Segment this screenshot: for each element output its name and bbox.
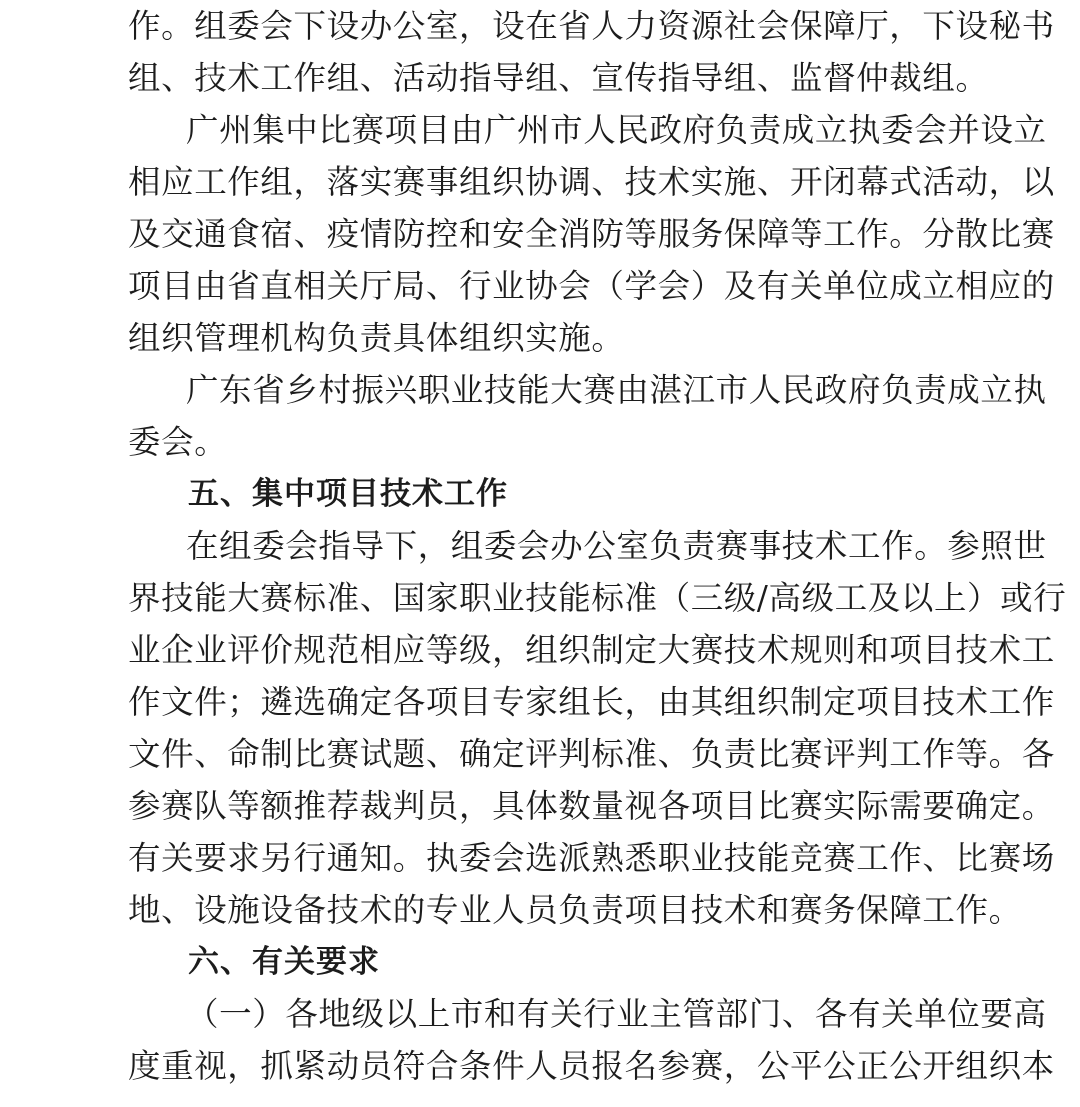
section-heading-five: 五、集中项目技术工作 bbox=[188, 476, 508, 512]
document-text-column bbox=[128, 0, 1067, 1092]
text-line: 界技能大赛标准、国家职业技能标准（三级/高级工及以上）或行 bbox=[128, 579, 1067, 617]
text-line: （一）各地级以上市和有关行业主管部门、各有关单位要高 bbox=[186, 995, 1047, 1033]
section-heading-six: 六、有关要求 bbox=[188, 944, 380, 980]
text-line: 地、设施设备技术的专业人员负责项目技术和赛务保障工作。 bbox=[128, 891, 1022, 929]
text-line: 作。组委会下设办公室，设在省人力资源社会保障厅，下设秘书 bbox=[128, 7, 1055, 45]
text-line: 在组委会指导下，组委会办公室负责赛事技术工作。参照世 bbox=[186, 527, 1047, 565]
text-line: 组织管理机构负责具体组织实施。 bbox=[128, 319, 625, 357]
text-line: 作文件；遴选确定各项目专家组长，由其组织制定项目技术工作 bbox=[128, 683, 1055, 721]
text-line: 委会。 bbox=[128, 423, 228, 461]
text-line: 项目由省直相关厅局、行业协会（学会）及有关单位成立相应的 bbox=[128, 267, 1055, 305]
text-line: 及交通食宿、疫情防控和安全消防等服务保障等工作。分散比赛 bbox=[128, 215, 1055, 253]
text-line: 组、技术工作组、活动指导组、宣传指导组、监督仲裁组。 bbox=[128, 59, 989, 97]
text-line: 广东省乡村振兴职业技能大赛由湛江市人民政府负责成立执 bbox=[186, 371, 1047, 409]
text-line: 相应工作组，落实赛事组织协调、技术实施、开闭幕式活动，以 bbox=[128, 163, 1055, 201]
text-line: 文件、命制比赛试题、确定评判标准、负责比赛评判工作等。各 bbox=[128, 735, 1055, 773]
text-line: 度重视，抓紧动员符合条件人员报名参赛，公平公正公开组织本 bbox=[128, 1047, 1055, 1085]
text-line: 业企业评价规范相应等级，组织制定大赛技术规则和项目技术工 bbox=[128, 631, 1055, 669]
text-line: 参赛队等额推荐裁判员，具体数量视各项目比赛实际需要确定。 bbox=[128, 787, 1055, 825]
text-line: 广州集中比赛项目由广州市人民政府负责成立执委会并设立 bbox=[186, 111, 1047, 149]
text-line: 有关要求另行通知。执委会选派熟悉职业技能竞赛工作、比赛场 bbox=[128, 839, 1055, 877]
